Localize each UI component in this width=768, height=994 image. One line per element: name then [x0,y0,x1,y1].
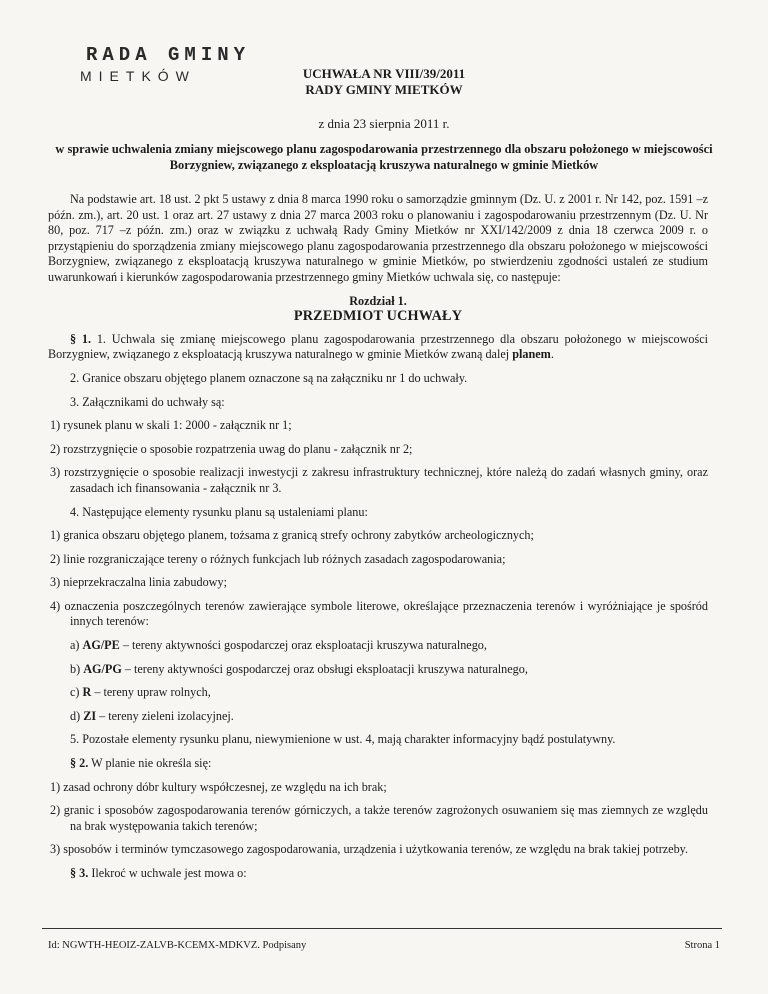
stamp-municipality: MIETKÓW [80,68,196,84]
section-3-intro [48,866,708,882]
symbol-description: – tereny upraw rolnych, [91,685,211,700]
symbol-prefix: d) [70,708,84,723]
paragraph-text: 1. Uchwala się zmianę miejscowego planu zagospodarowania przestrzennego dla obszaru położonego w miejscowości Borzygniew, związanego z eksploatacją kruszywa naturalnego w gminie Mietków zwaną dalej [48,331,709,362]
section-1-paragraph-4: 4. Następujące elementy rysunku planu są ustaleniami planu: [70,504,368,519]
defined-term: planem [512,347,551,362]
preamble: Na podstawie art. 18 ust. 2 pkt 5 ustawy z dnia 8 marca 1990 roku o samorządzie gminnym (Dz. U. z 2001 r. Nr 142, poz. 1591 –z późn. zm.), art. 20 ust. 1 oraz art. 27 ustawy z dnia 27 marca 2003 roku o planowaniu i zagospodarowaniu przestrzennym (Dz. U. Nr 80, poz. 717 –z późn. zm.) oraz w związku z uchwałą Rady Gminy Mietków nr XXI/142/2009 z dnia 18 czerwca 2009 r. o przystąpieniu do sporządzenia zmiany miejscowego planu zagospodarowania przestrzennego dla obszaru położonego w miejscowości Borzygniew, związanego z eksploatacją kruszywa naturalnego w gminie Mietków, po stwierdzeniu zgodności ustaleń ze studium uwarunkowań i kierunków zagospodarowania przestrzennego gminy Mietków uchwala się, co następuje: [48,192,708,284]
section-1-paragraph-3: 3. Załącznikami do uchwały są: [70,394,225,409]
attachment-item: 1) rysunek planu w skali 1: 2000 - załącznik nr 1; [50,418,292,433]
land-symbol-item [48,709,708,725]
land-symbol-item [48,685,708,701]
exclusion-item: 3) sposobów i terminów tymczasowego zagospodarowania, urządzenia i użytkowania terenów, ze względu na brak takiej potrzeby. [50,842,689,857]
section-1-paragraph-2: 2. Granice obszaru objętego planem oznaczone są na załączniku nr 1 do uchwały. [70,370,468,385]
resolution-subject: w sprawie uchwalenia zmiany miejscowego planu zagospodarowania przestrzennego dla obszaru położonego w miejscowości Borzygniew, związanego z eksploatacją kruszywa naturalnego w gminie Mietków [55,142,713,172]
plan-element-item: 3) nieprzekraczalna linia zabudowy; [50,575,227,590]
symbol-code: ZI [83,708,97,723]
paragraph-end: . [550,347,554,362]
symbol-prefix: b) [70,661,84,676]
resolution-number: UCHWAŁA NR VIII/39/2011 [302,66,466,81]
chapter-title: PRZEDMIOT UCHWAŁY [293,308,463,325]
symbol-code: AG/PE [82,638,120,653]
chapter-heading [48,294,708,325]
section-sign: § 2. [70,756,89,771]
attachment-item: 2) rozstrzygnięcie o sposobie rozpatrzenia uwag do planu - załącznik nr 2; [50,441,413,456]
plan-element-item: 2) linie rozgraniczające tereny o różnych funkcjach lub różnych zasadach zagospodarowania; [50,551,506,566]
section-sign: § 1. [70,331,92,346]
section-2-intro [48,756,708,772]
land-symbol-item [48,662,708,678]
document-body [48,192,708,890]
symbol-code: AG/PG [83,661,122,676]
land-symbol-item [48,638,708,654]
plan-element-item: 4) oznaczenia poszczególnych terenów zawierające symbole literowe, określające przeznaczenia terenów i wyróżniające je spośród innych terenów: [50,598,708,629]
symbol-description: – tereny aktywności gospodarczej oraz obsługi eksploatacji kruszywa naturalnego, [121,661,528,676]
symbol-description: – tereny zieleni izolacyjnej. [96,708,234,723]
symbol-code: R [82,685,92,700]
resolution-date: z dnia 23 sierpnia 2011 r. [318,116,450,131]
symbol-description: – tereny aktywności gospodarczej oraz eksploatacji kruszywa naturalnego, [119,638,487,653]
chapter-number: Rozdział 1. [349,293,407,308]
exclusion-item: 2) granic i sposobów zagospodarowania terenów górniczych, a także terenów zagrożonych osuwaniem się mas ziemnych ze względu na brak występowania takich terenów; [50,803,708,833]
plan-element-item: 1) granica obszaru objętego planem, tożsama z granicą strefy ochrony zabytków archeologicznych; [50,528,534,543]
council-name: RADY GMINY MIETKÓW [305,82,463,97]
attachment-item: 3) rozstrzygnięcie o sposobie realizacji inwestycji z zakresu infrastruktury technicznej, które należą do zadań własnych gminy, oraz zasadach ich finansowania - załącznik nr 3. [50,465,708,495]
document-id: Id: NGWTH-HEOIZ-ZALVB-KCEMX-MDKVZ. Podpisany [48,940,307,951]
stamp-council-name: RADA GMINY [86,44,251,66]
exclusion-item: 1) zasad ochrony dóbr kultury współczesnej, ze względu na ich brak; [50,779,387,794]
symbol-prefix: a) [70,638,83,653]
paragraph-text: Ilekroć w uchwale jest mowa o: [91,866,247,880]
page-number: Strona 1 [684,940,720,951]
section-sign: § 3. [70,866,89,880]
footer-divider [42,928,722,929]
document-header [0,66,768,98]
section-1-paragraph-5: 5. Pozostałe elementy rysunku planu, niewymienione w ust. 4, mają charakter informacyjny bądź postulatywny. [70,732,616,747]
section-1-paragraph-1 [48,332,708,363]
paragraph-text: W planie nie określa się: [91,756,212,771]
symbol-prefix: c) [70,685,83,700]
